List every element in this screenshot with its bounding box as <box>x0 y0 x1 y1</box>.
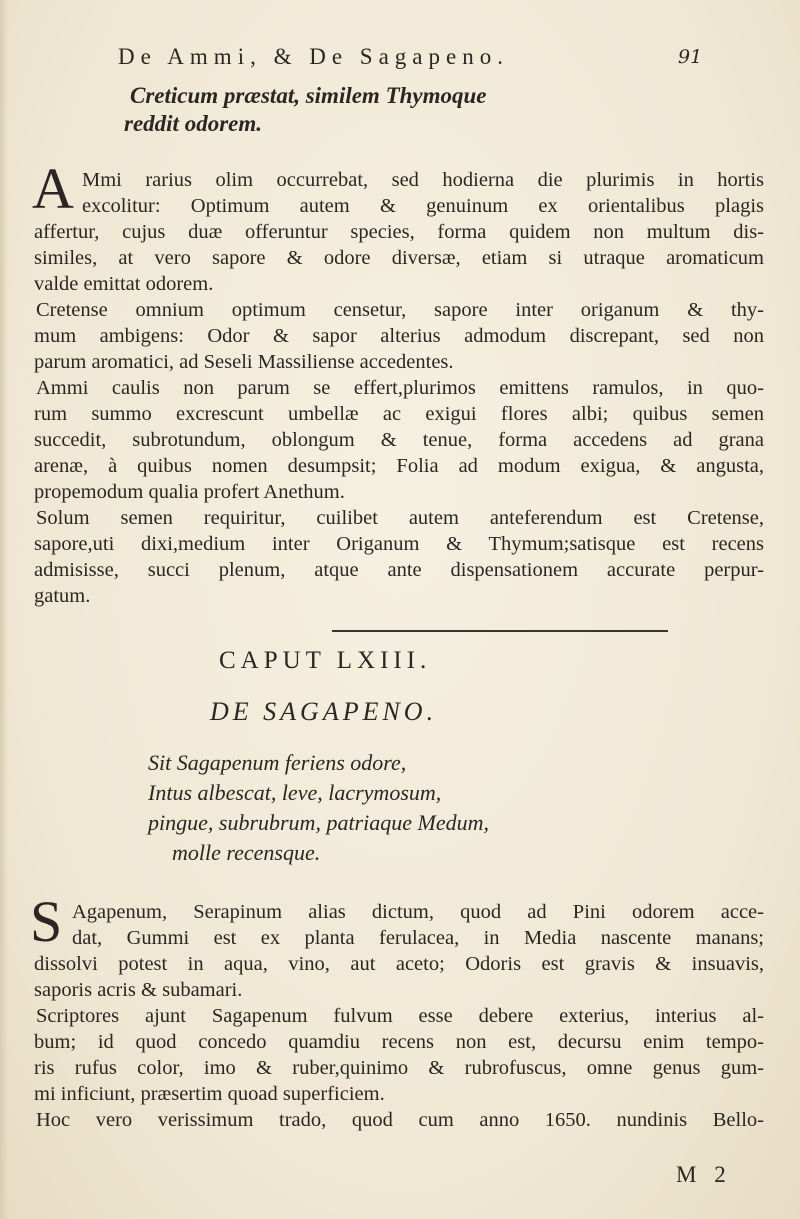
text-line: rum summo excrescunt umbellæ ac exigui flores albi; quibus semen <box>34 403 764 425</box>
verse-line: pingue, subrubrum, patriaque Medum, <box>148 810 489 835</box>
text-line: Hoc vero verissimum trado, quod cum anno 1650. nundinis Bello- <box>36 1109 764 1131</box>
text-line: admisisse, succi plenum, atque ante dispensationem accurate perpur- <box>34 559 764 581</box>
text-line: gatum. <box>34 585 91 607</box>
text-line: arenæ, à quibus nomen desumpsit; Folia ad modum exigua, & angusta, <box>34 455 764 477</box>
text-line: bum; id quod concedo quamdiu recens non est, decursu enim tempo- <box>34 1031 764 1053</box>
section-rule <box>332 630 668 632</box>
text-line: succedit, subrotundum, oblongum & tenue, forma accedens ad grana <box>34 429 764 451</box>
page-number: 91 <box>678 46 703 68</box>
text-line: saporis acris & subamari. <box>34 979 243 1001</box>
text-line: Ammi caulis non parum se effert,plurimos emittens ramulos, in quo- <box>36 377 764 399</box>
text-line: Cretense omnium optimum censetur, sapore inter origanum & thy- <box>36 299 764 321</box>
text-line: parum aromatici, ad Seseli Massiliense accedentes. <box>34 351 454 373</box>
text-line: Scriptores ajunt Sagapenum fulvum esse debere exterius, interius al- <box>36 1005 764 1027</box>
text-line: affertur, cujus duæ offeruntur species, forma quidem non multum dis- <box>34 221 764 243</box>
text-line: excolitur: Optimum autem & genuinum ex orientalibus plagis <box>82 195 764 217</box>
text-line: Solum semen requiritur, cuilibet autem anteferendum est Cretense, <box>36 507 764 529</box>
verse-line: Intus albescat, leve, lacrymosum, <box>148 780 442 805</box>
text-line: similes, at vero sapore & odore diversæ, etiam si utraque aromaticum <box>34 247 764 269</box>
text-line: mum ambigens: Odor & sapor alterius admodum discrepant, sed non <box>34 325 764 347</box>
dropcap: S <box>30 889 63 954</box>
catchword: M 2 <box>676 1162 732 1187</box>
text-line: ris rufus color, imo & ruber,quinimo & rubrofuscus, omne genus gum- <box>34 1057 764 1079</box>
text-line: dissolvi potest in aqua, vino, aut aceto; Odoris est gravis & insuavis, <box>34 953 764 975</box>
chapter-title: CAPUT LXIII. <box>219 647 432 674</box>
verse-line: Sit Sagapenum feriens odore, <box>148 750 407 775</box>
chapter-subtitle: DE SAGAPENO. <box>210 697 438 726</box>
text-line: propemodum qualia profert Anethum. <box>34 481 345 503</box>
text-line: Agapenum, Serapinum alias dictum, quod ad Pini odorem acce- <box>72 901 764 923</box>
binding-shadow <box>0 0 8 1219</box>
running-head: De Ammi, & De Sagapeno. <box>118 44 509 69</box>
text-line: dat, Gummi est ex planta ferulacea, in Media nascente manans; <box>72 927 764 949</box>
text-line: sapore,uti dixi,medium inter Origanum & Thymum;satisque est recens <box>34 533 764 555</box>
text-line: Mmi rarius olim occurrebat, sed hodierna die plurimis in hortis <box>82 169 764 191</box>
dropcap: A <box>32 156 74 221</box>
text-line: mi inficiunt, præsertim quoad superficiem. <box>34 1083 385 1105</box>
text-line: valde emittat odorem. <box>34 273 214 295</box>
epigraph-line: reddit odorem. <box>124 111 262 136</box>
verse-line: molle recensque. <box>172 840 321 865</box>
epigraph-line: Creticum præstat, similem Thymoque <box>130 83 487 108</box>
